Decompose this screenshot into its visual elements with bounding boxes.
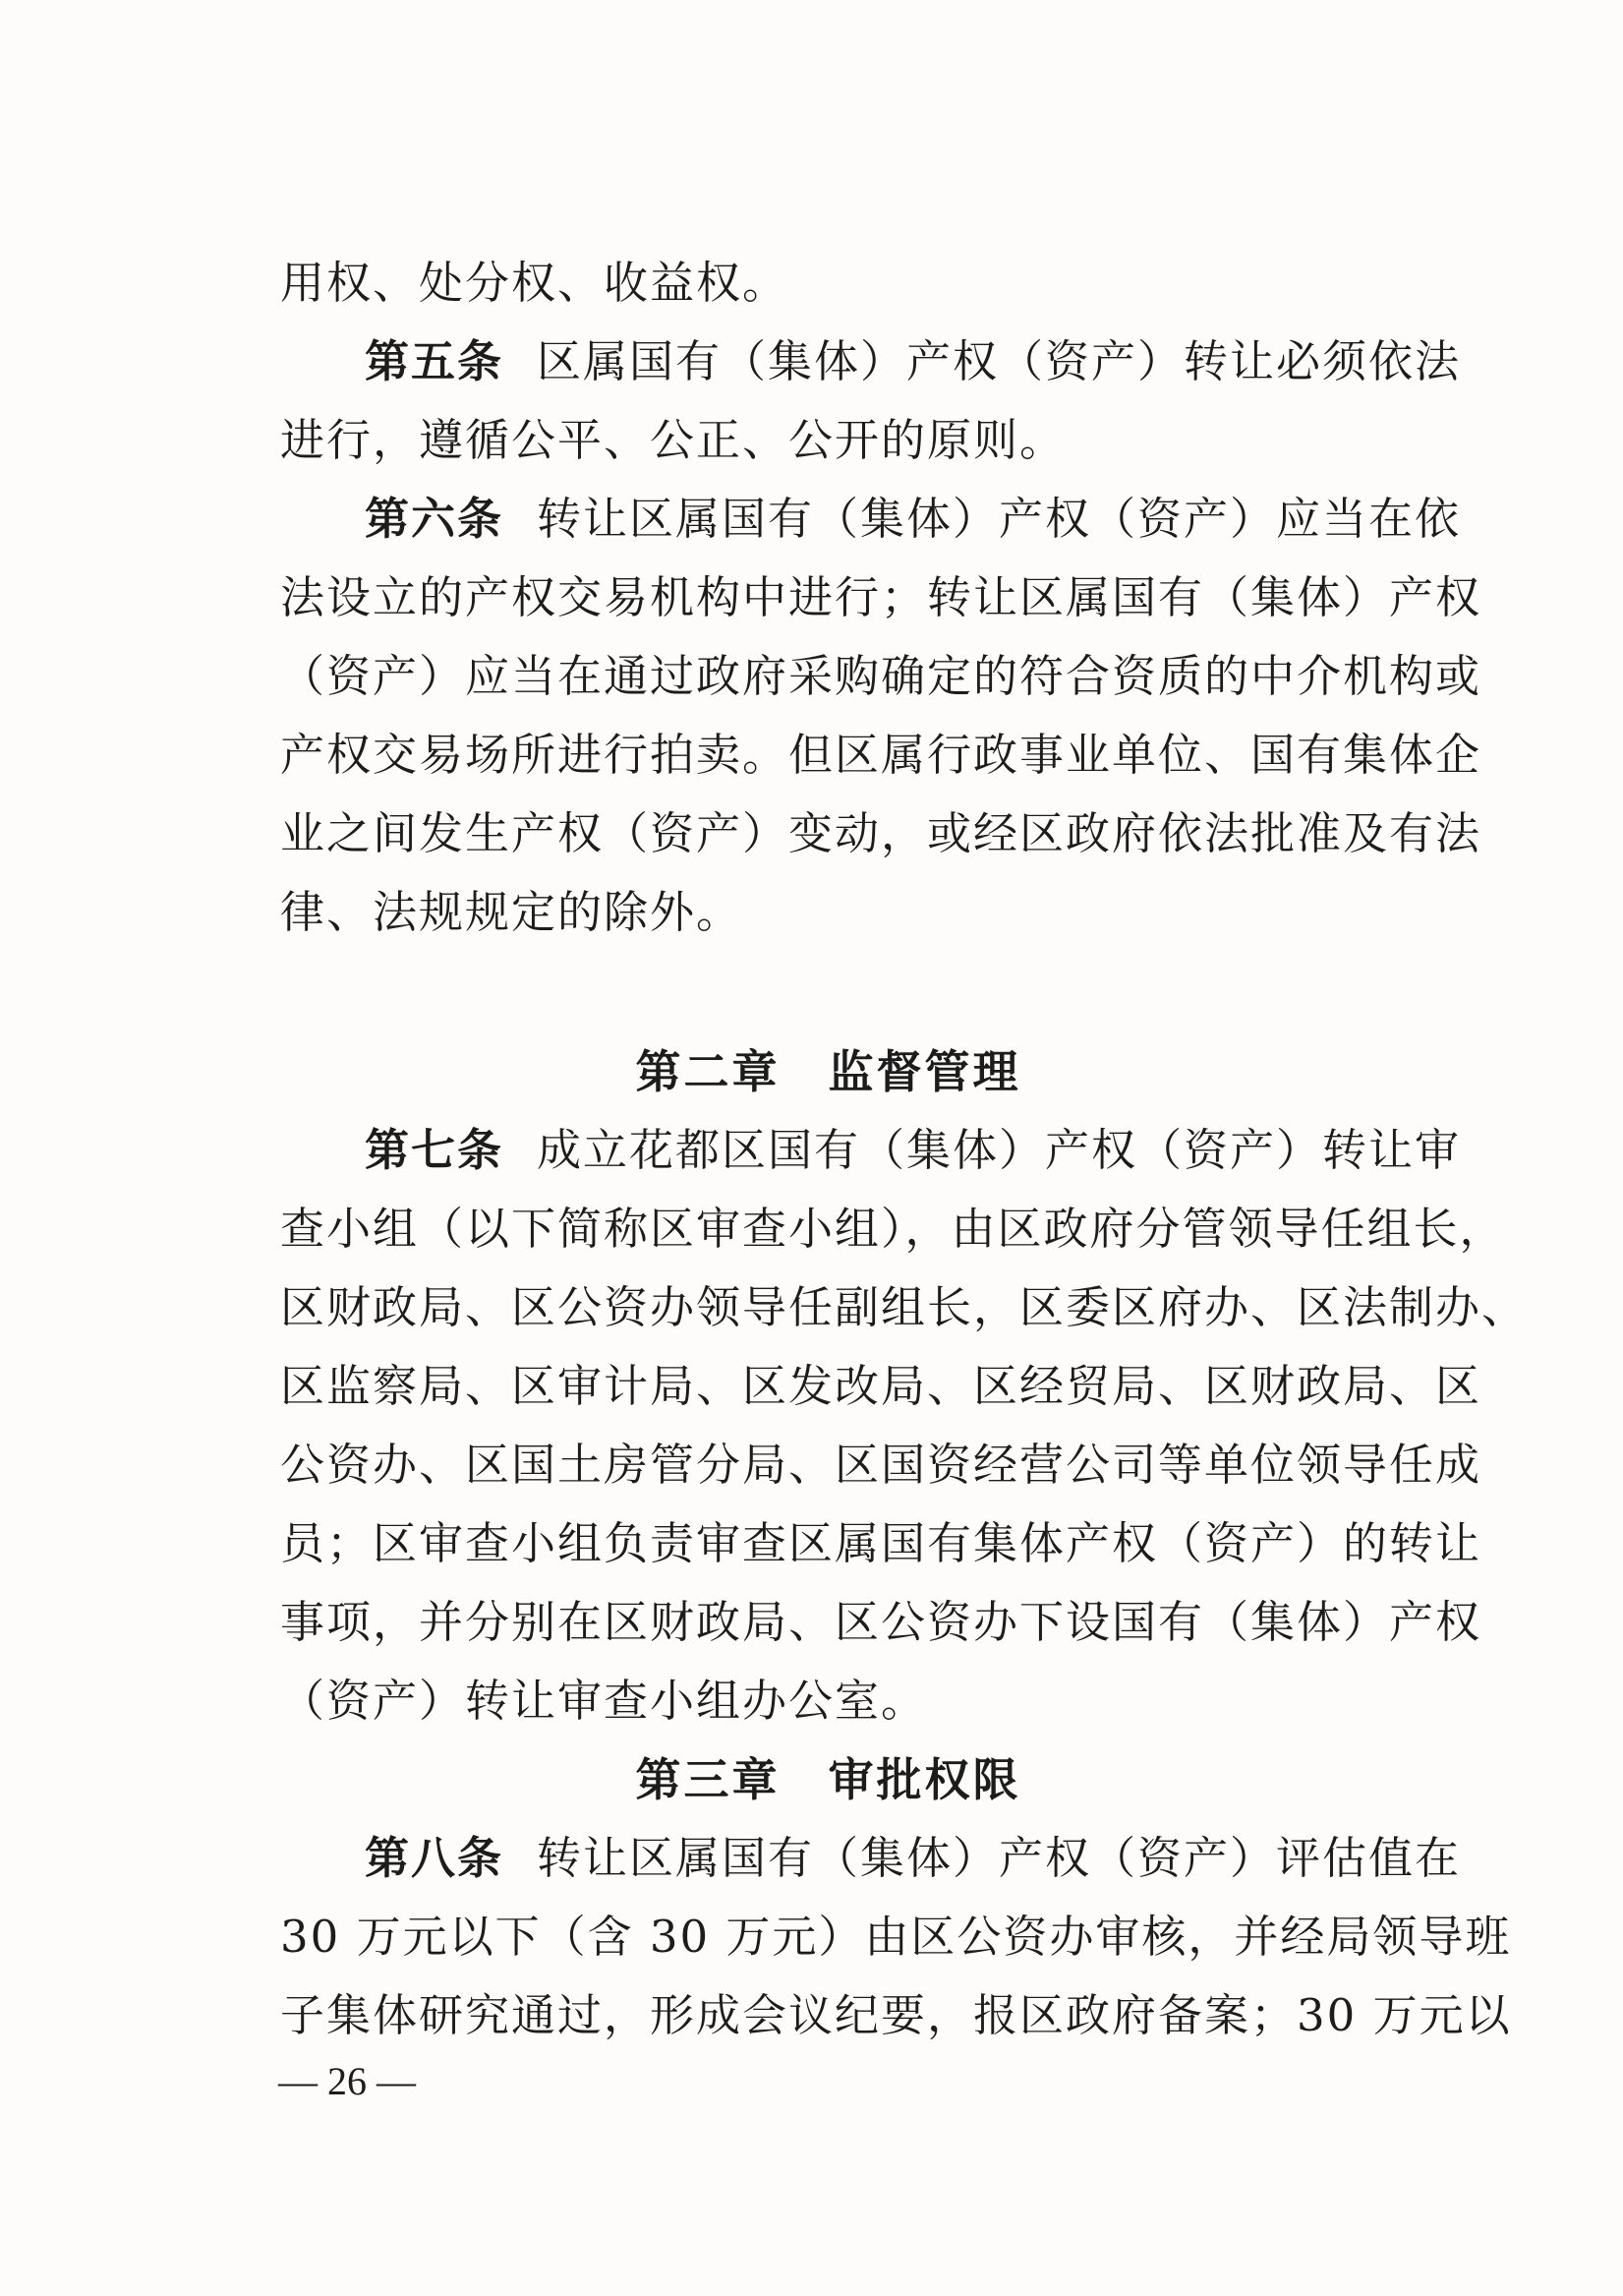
text-line: 区财政局、区公资办领导任副组长，区委区府办、区法制办、 xyxy=(280,1281,1529,1333)
text-line: 业之间发生产权（资产）变动，或经区政府依法批准及有法 xyxy=(280,807,1482,859)
text-line: 区属国有（集体）产权（资产）转让必须依法 xyxy=(537,335,1462,387)
text-line: 律、法规规定的除外。 xyxy=(280,886,743,938)
text-line: 转让区属国有（集体）产权（资产）评估值在 xyxy=(537,1832,1462,1884)
page-number: — 26 — xyxy=(278,2059,416,2103)
text-line: 产权交易场所进行拍卖。但区属行政事业单位、国有集体企 xyxy=(280,729,1482,781)
article-label: 第五条 xyxy=(365,335,504,387)
text-line: 成立花都区国有（集体）产权（资产）转让审 xyxy=(537,1124,1462,1176)
article-label: 第七条 xyxy=(365,1124,504,1176)
article-label: 第八条 xyxy=(365,1832,504,1884)
article-label: 第六条 xyxy=(365,493,504,545)
text-line: （资产）转让审查小组办公室。 xyxy=(280,1675,928,1727)
article-8 xyxy=(365,1829,1461,1888)
text-line: 查小组（以下简称区审查小组），由区政府分管领导任组长， xyxy=(280,1203,1506,1255)
chapter-3-heading: 第三章 审批权限 xyxy=(635,1753,1021,1806)
chapter-2-heading: 第二章 监督管理 xyxy=(635,1045,1021,1098)
article-6 xyxy=(365,490,1461,549)
text-line: 转让区属国有（集体）产权（资产）应当在依 xyxy=(537,493,1462,545)
text-line: 员；区审查小组负责审查区属国有集体产权（资产）的转让 xyxy=(280,1517,1482,1569)
text-line: 用权、处分权、收益权。 xyxy=(280,257,789,309)
text-line: 30 万元以下（含 30 万元）由区公资办审核，并经局领导班 xyxy=(280,1911,1512,1963)
text-line: 公资办、区国土房管分局、区国资经营公司等单位领导任成 xyxy=(280,1439,1482,1491)
text-line: 事项，并分别在区财政局、区公资办下设国有（集体）产权 xyxy=(280,1596,1482,1648)
text-line: （资产）应当在通过政府采购确定的符合资质的中介机构或 xyxy=(280,650,1482,702)
text-line: 子集体研究通过，形成会议纪要，报区政府备案；30 万元以 xyxy=(280,1989,1512,2041)
text-line: 区监察局、区审计局、区发改局、区经贸局、区财政局、区 xyxy=(280,1360,1482,1412)
article-5 xyxy=(365,332,1461,391)
text-line: 法设立的产权交易机构中进行；转让区属国有（集体）产权 xyxy=(280,571,1482,623)
text-line: 进行，遵循公平、公正、公开的原则。 xyxy=(280,414,1067,466)
article-7 xyxy=(365,1121,1461,1180)
